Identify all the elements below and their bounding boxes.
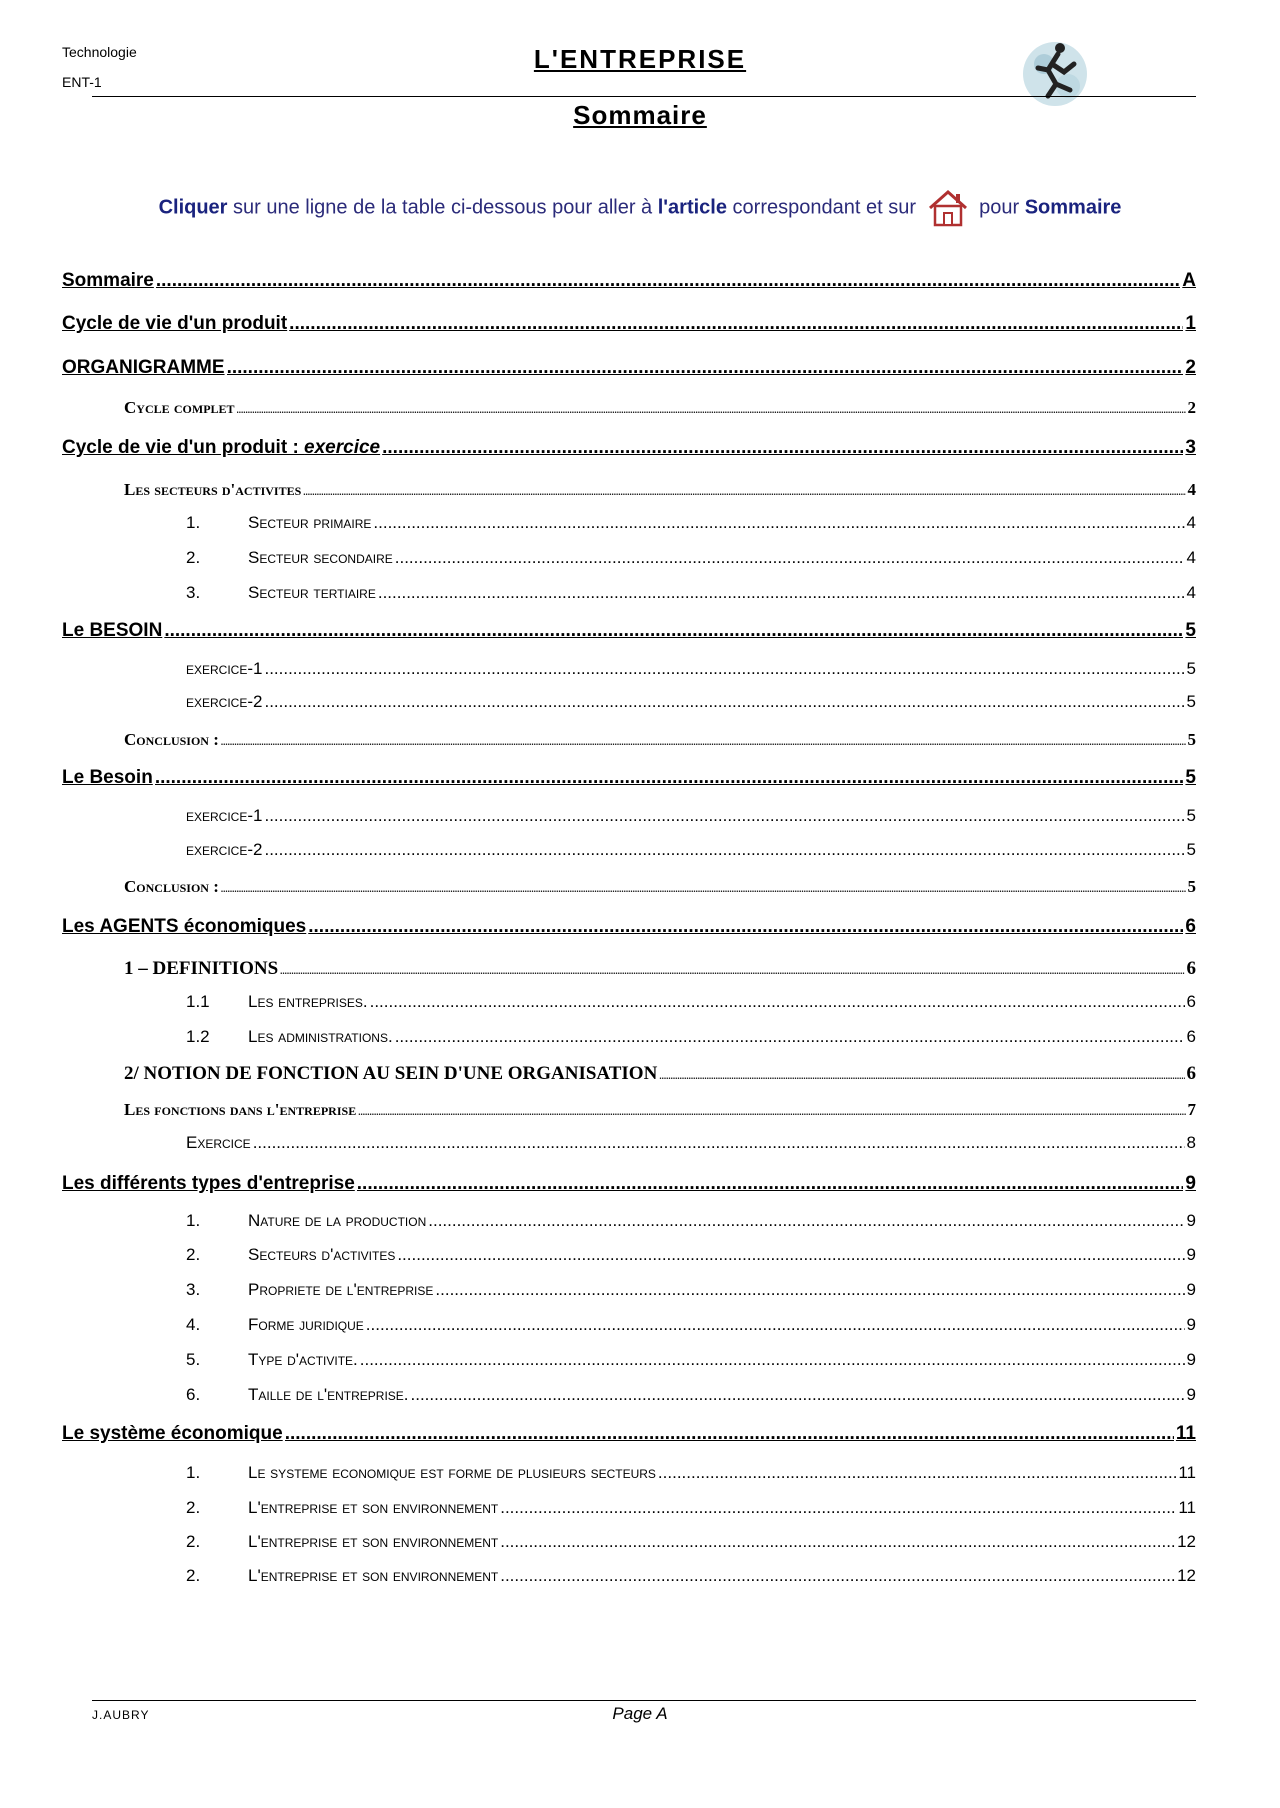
toc-text: exercice-2	[186, 692, 263, 711]
toc-label	[62, 270, 154, 292]
toc-row[interactable]	[124, 730, 1196, 750]
toc-text: exercice-1	[186, 806, 263, 825]
toc-label	[62, 1423, 283, 1445]
instruction-line	[0, 188, 1280, 228]
toc-leader-dots	[264, 840, 1184, 860]
toc-page-number: 3	[1185, 437, 1196, 458]
toc-label	[186, 1211, 426, 1231]
toc-leader-dots	[221, 730, 1186, 750]
toc-page-number: 12	[1177, 1532, 1196, 1551]
toc-number: 4.	[186, 1315, 201, 1334]
toc-text: Les AGENTS économiques	[62, 916, 307, 937]
toc-label	[124, 1063, 657, 1085]
toc-label	[62, 620, 162, 642]
toc-text: exercice-1	[186, 659, 263, 678]
toc-number: 3.	[186, 1280, 201, 1299]
toc-page-number: 9	[1186, 1245, 1196, 1264]
toc-label	[186, 659, 262, 679]
toc-leader-dots	[500, 1498, 1176, 1518]
toc-number: 1.2	[186, 1027, 210, 1046]
toc-number: 2.	[186, 1566, 201, 1585]
toc-label	[186, 992, 368, 1012]
toc-page-number: 5	[1185, 767, 1196, 788]
toc-leader-dots	[411, 1385, 1185, 1405]
toc-title: Sommaire	[573, 100, 707, 130]
toc-leader-dots	[500, 1566, 1175, 1586]
toc-text: Nature de la production	[248, 1211, 427, 1230]
toc-row[interactable]	[186, 1463, 1196, 1483]
toc-leader-dots	[358, 1100, 1185, 1120]
toc-label	[186, 513, 371, 533]
toc-number: 2.	[186, 1532, 201, 1551]
toc-leader-dots	[155, 767, 1184, 789]
toc-label	[62, 313, 287, 335]
toc-leader-dots	[382, 437, 1183, 459]
toc-row[interactable]	[62, 620, 1196, 642]
toc-row[interactable]	[186, 1315, 1196, 1335]
toc-text: Conclusion :	[124, 877, 219, 896]
toc-page-number: 1	[1185, 313, 1196, 334]
toc-row[interactable]	[186, 806, 1196, 826]
toc-leader-dots	[156, 270, 1180, 292]
toc-page-number: 2	[1185, 357, 1196, 378]
toc-page-number: 12	[1177, 1566, 1196, 1585]
toc-text: Type d'activite.	[248, 1350, 358, 1369]
toc-text: Secteur tertiaire	[248, 583, 376, 602]
toc-leader-dots	[237, 398, 1186, 418]
toc-text: 2/ NOTION DE FONCTION AU SEIN D'UNE ORGANISATION	[124, 1063, 658, 1084]
toc-text: Cycle complet	[124, 398, 235, 417]
toc-row[interactable]	[186, 992, 1196, 1012]
toc-text: L'entreprise et son environnement	[248, 1532, 499, 1551]
toc-number: 6.	[186, 1385, 201, 1404]
toc-row[interactable]	[62, 1423, 1196, 1445]
toc-label	[124, 877, 219, 897]
toc-row[interactable]	[186, 1498, 1196, 1518]
toc-text-emphasis: exercice	[304, 437, 381, 458]
toc-text: Exercice	[186, 1133, 251, 1152]
toc-label	[124, 730, 219, 750]
toc-label	[62, 1173, 355, 1195]
toc-label	[186, 1385, 409, 1405]
toc-number: 1.	[186, 1463, 201, 1482]
toc-number: 2.	[186, 1245, 201, 1264]
page-title: L'ENTREPRISE	[533, 44, 747, 74]
toc-leader-dots	[435, 1280, 1184, 1300]
toc-row[interactable]	[186, 1350, 1196, 1370]
instr-text-3: pour	[973, 196, 1025, 219]
toc-label	[186, 806, 262, 826]
toc-leader-dots	[221, 877, 1186, 897]
toc-page-number: 5	[1187, 877, 1196, 896]
toc-page-number: 4	[1187, 480, 1196, 499]
toc-label	[186, 1350, 358, 1370]
toc-page-number: 9	[1186, 1315, 1196, 1334]
toc-leader-dots	[264, 806, 1184, 826]
subject-label: Technologie	[62, 44, 137, 60]
toc-row[interactable]	[186, 583, 1196, 603]
toc-page-number: 8	[1186, 1133, 1196, 1152]
toc-page-number: 5	[1186, 806, 1196, 825]
toc-text: Forme juridique	[248, 1315, 364, 1334]
toc-page-number: 11	[1175, 1423, 1196, 1444]
toc-row[interactable]	[124, 1100, 1196, 1120]
toc-page-number: 4	[1186, 513, 1196, 532]
toc-label	[186, 1245, 395, 1265]
instr-text-1: sur une ligne de la table ci-dessous pour aller à	[227, 196, 658, 219]
toc-page-number: 6	[1186, 958, 1196, 979]
toc-leader-dots	[360, 1350, 1185, 1370]
toc-page-number: 9	[1186, 1350, 1196, 1369]
footer-author: J.AUBRY	[92, 1708, 150, 1722]
toc-page-number: 9	[1186, 1385, 1196, 1404]
toc-row[interactable]	[124, 480, 1196, 500]
toc-label	[186, 1133, 251, 1153]
toc-leader-dots	[227, 357, 1184, 379]
toc-row[interactable]	[186, 1245, 1196, 1265]
toc-leader-dots	[303, 480, 1185, 500]
toc-text: Conclusion :	[124, 730, 219, 749]
toc-text: Les administrations.	[248, 1027, 393, 1046]
toc-leader-dots	[428, 1211, 1184, 1231]
toc-label	[124, 480, 301, 500]
toc-row[interactable]	[62, 1173, 1196, 1195]
toc-page-number: 5	[1185, 620, 1196, 641]
toc-label	[124, 1100, 356, 1120]
toc-number: 2.	[186, 548, 201, 567]
toc-leader-dots	[357, 1173, 1184, 1195]
toc-page-number: 7	[1187, 1100, 1196, 1119]
toc-leader-dots	[500, 1532, 1175, 1552]
toc-row[interactable]	[186, 692, 1196, 712]
toc-label	[186, 548, 393, 568]
toc-label	[186, 1532, 498, 1552]
toc-row[interactable]	[186, 840, 1196, 860]
toc-text: Les secteurs d'activites	[124, 480, 302, 499]
toc-label	[124, 958, 278, 980]
toc-label	[186, 583, 376, 603]
toc-text: Les entreprises.	[248, 992, 368, 1011]
toc-row[interactable]	[124, 1063, 1196, 1085]
toc-text: 1 – DEFINITIONS	[124, 958, 279, 979]
toc-leader-dots	[397, 1245, 1184, 1265]
instr-text-2: correspondant et sur	[726, 196, 922, 219]
toc-page-number: 5	[1187, 730, 1196, 749]
toc-label	[62, 916, 306, 938]
toc-page-number: A	[1182, 270, 1196, 291]
toc-text: Le BESOIN	[62, 620, 163, 641]
toc-label	[186, 1280, 433, 1300]
toc-number: 1.1	[186, 992, 210, 1011]
toc-text: Le Besoin	[62, 767, 153, 788]
document-code: ENT-1	[62, 74, 102, 90]
toc-label	[186, 1027, 393, 1047]
toc-number: 3.	[186, 583, 201, 602]
toc-row[interactable]	[124, 877, 1196, 897]
toc-text: Taille de l'entreprise.	[248, 1385, 409, 1404]
toc-leader-dots	[378, 583, 1185, 603]
toc-number: 1.	[186, 513, 201, 532]
toc-number: 1.	[186, 1211, 201, 1230]
toc-page-number: 4	[1186, 548, 1196, 567]
toc-page-number: 6	[1185, 916, 1196, 937]
toc-label	[62, 357, 225, 379]
toc-row[interactable]	[186, 1211, 1196, 1231]
toc-text: Secteur secondaire	[248, 548, 393, 567]
toc-leader-dots	[308, 916, 1183, 938]
footer-page: Page A	[612, 1704, 668, 1723]
toc-text: L'entreprise et son environnement	[248, 1566, 499, 1585]
toc-row[interactable]	[62, 270, 1196, 292]
toc-row[interactable]	[186, 1027, 1196, 1047]
toc-text: exercice-2	[186, 840, 263, 859]
instr-cliquer: Cliquer	[158, 196, 228, 219]
header-rule	[92, 96, 1196, 97]
toc-leader-dots	[289, 313, 1183, 335]
toc-leader-dots	[264, 692, 1184, 712]
toc-page-number: 11	[1178, 1498, 1196, 1517]
toc-leader-dots	[395, 1027, 1185, 1047]
toc-page-number: 5	[1186, 659, 1196, 678]
toc-page-number: 6	[1186, 1027, 1196, 1046]
toc-page-number: 5	[1186, 840, 1196, 859]
toc-text: Le systeme economique est forme de plusieurs secteurs	[248, 1463, 656, 1482]
toc-text: L'entreprise et son environnement	[248, 1498, 499, 1517]
toc-row[interactable]	[186, 1385, 1196, 1405]
toc-row[interactable]	[186, 548, 1196, 568]
toc-row[interactable]	[124, 398, 1196, 418]
toc-row[interactable]	[186, 1280, 1196, 1300]
toc-row[interactable]	[124, 958, 1196, 980]
toc-label	[186, 1566, 498, 1586]
instr-sommaire: Sommaire	[1024, 196, 1122, 219]
toc-row[interactable]	[62, 916, 1196, 938]
toc-label	[186, 840, 262, 860]
toc-leader-dots	[253, 1133, 1185, 1153]
toc-leader-dots	[264, 659, 1184, 679]
toc-page-number: 2	[1187, 398, 1196, 417]
toc-page-number: 9	[1186, 1211, 1196, 1230]
toc-page-number: 9	[1185, 1173, 1196, 1194]
toc-row[interactable]	[62, 767, 1196, 789]
toc-leader-dots	[658, 1463, 1176, 1483]
toc-text: Propriete de l'entreprise	[248, 1280, 434, 1299]
toc-text: Le système économique	[62, 1423, 283, 1444]
toc-number: 5.	[186, 1350, 201, 1369]
toc-text: Sommaire	[62, 270, 154, 291]
toc-label	[186, 1498, 498, 1518]
toc-text: Secteurs d'activites	[248, 1245, 396, 1264]
toc-label	[124, 398, 235, 418]
toc-leader-dots	[285, 1423, 1174, 1445]
toc-leader-dots	[373, 513, 1184, 533]
toc-row[interactable]	[62, 313, 1196, 335]
toc-label	[186, 1315, 364, 1335]
toc-page-number: 5	[1186, 692, 1196, 711]
toc-row[interactable]	[186, 1566, 1196, 1586]
toc-text: ORGANIGRAMME	[62, 357, 225, 378]
toc-row[interactable]	[186, 1532, 1196, 1552]
toc-text: Secteur primaire	[248, 513, 372, 532]
toc-text: Les fonctions dans l'entreprise	[124, 1100, 357, 1119]
toc-row[interactable]	[186, 513, 1196, 533]
toc-page-number: 6	[1186, 1063, 1196, 1084]
toc-leader-dots	[366, 1315, 1185, 1335]
toc-row[interactable]	[186, 659, 1196, 679]
footer-rule	[92, 1700, 1196, 1701]
toc-row[interactable]	[62, 357, 1196, 379]
toc-page-number: 11	[1178, 1463, 1196, 1482]
toc-label	[186, 1463, 656, 1483]
toc-page-number: 9	[1186, 1280, 1196, 1299]
home-icon[interactable]	[926, 188, 970, 228]
toc-leader-dots	[280, 958, 1184, 980]
toc-number: 2.	[186, 1498, 201, 1517]
toc-leader-dots	[395, 548, 1185, 568]
toc-text: Les différents types d'entreprise	[62, 1173, 355, 1194]
toc-text: Cycle de vie d'un produit :	[62, 437, 305, 458]
toc-row[interactable]	[186, 1133, 1196, 1153]
instr-article: l'article	[657, 196, 727, 219]
toc-leader-dots	[659, 1063, 1184, 1085]
toc-label	[62, 437, 380, 459]
toc-label	[186, 692, 262, 712]
toc-page-number: 6	[1186, 992, 1196, 1011]
toc-row[interactable]	[62, 437, 1196, 459]
toc-label	[62, 767, 153, 789]
toc-leader-dots	[370, 992, 1185, 1012]
toc-page-number: 4	[1186, 583, 1196, 602]
toc-text: Cycle de vie d'un produit	[62, 313, 288, 334]
toc-leader-dots	[164, 620, 1183, 642]
